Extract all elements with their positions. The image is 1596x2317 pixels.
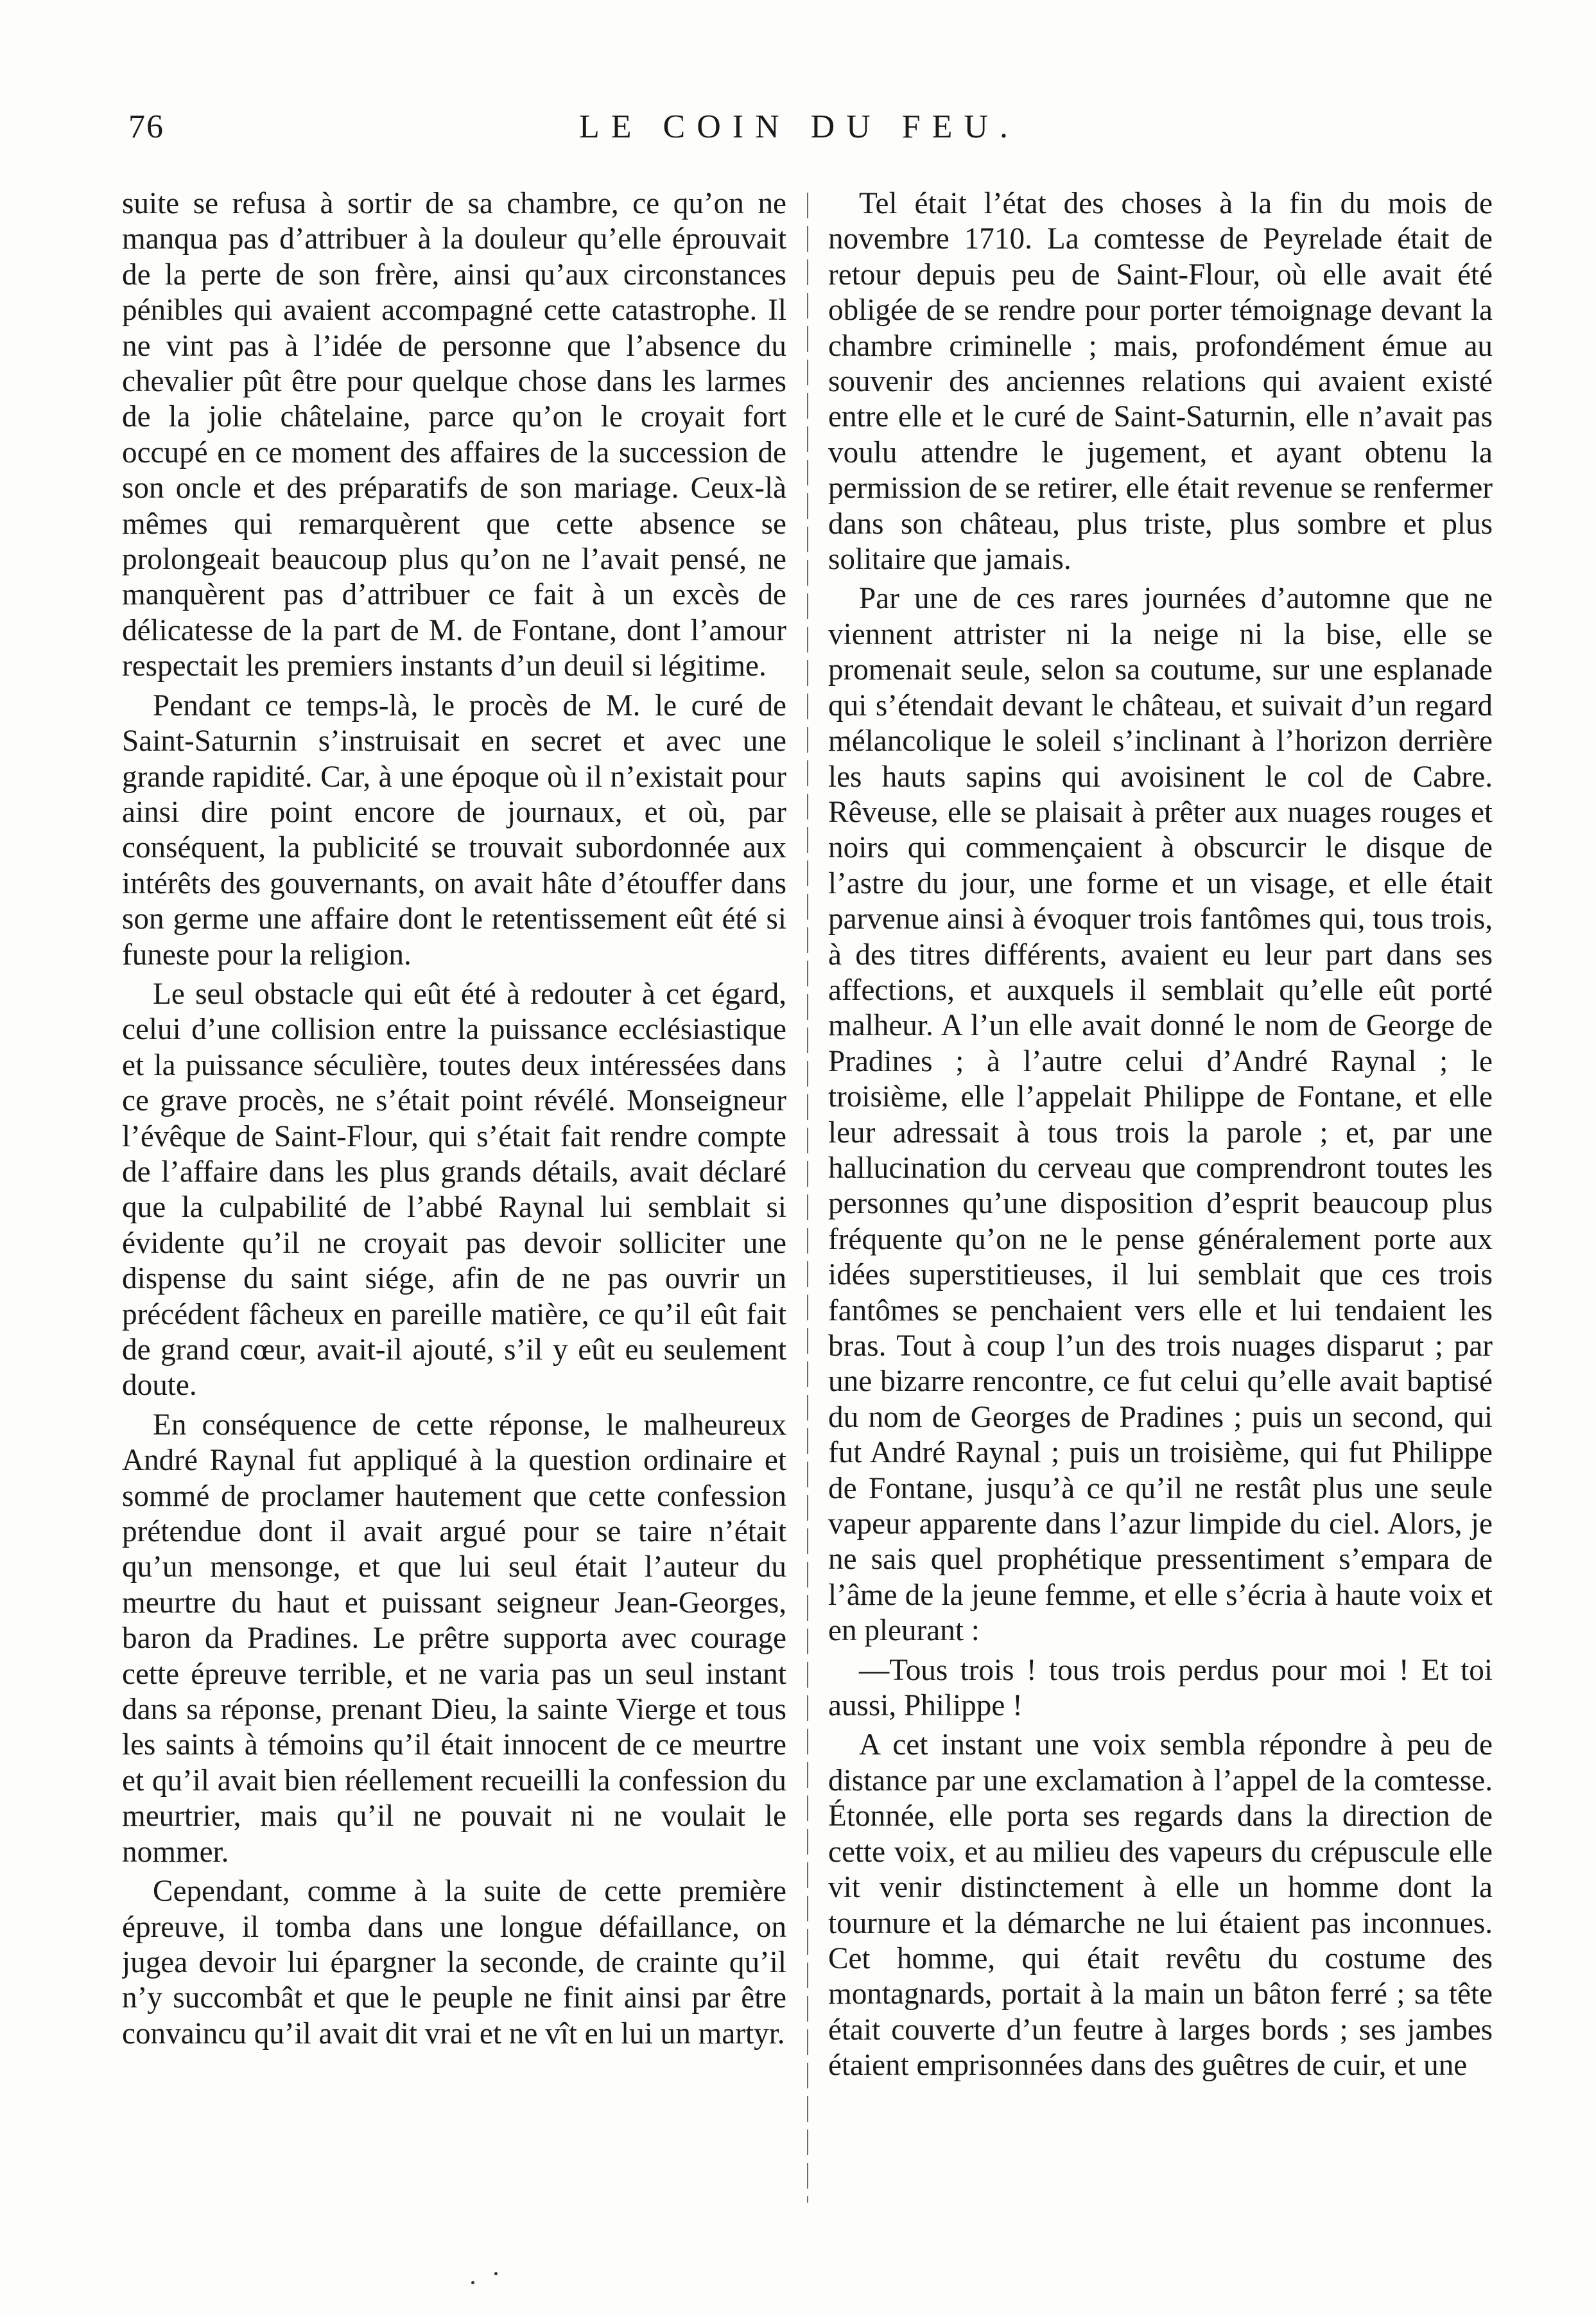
left-column xyxy=(122,186,786,2203)
running-head xyxy=(122,108,1477,159)
paragraph: A cet instant une voix sembla répondre à peu de distance par une exclamation à l’appel de la comtesse. Étonnée, elle porta ses regards dans la direction de cette voix, et au milieu des vapeurs du crépuscule elle vit venir distinctement à elle un homme dont la tournure et la démarche ne lui étaient pas inconnues. Cet homme, qui était revêtu du costume des montagnards, portait à la main un bâton ferré ; sa tête était couverte d’un feutre à larges bords ; ses jambes étaient emprisonnées dans des guêtres de cuir, et une xyxy=(828,1728,1493,2083)
paragraph: Le seul obstacle qui eût été à redouter à cet égard, celui d’une collision entre la puissance ecclésiastique et la puissance séculière, toutes deux intéressées dans ce grave procès, ne s’était point révélé. Monseigneur l’évêque de Saint-Flour, qui s’était fait rendre compte de l’affaire dans les plus grands détails, avait déclaré que la culpabilité de l’abbé Raynal lui semblait si évidente qu’il ne croyait pas devoir solliciter une dispense du saint siége, afin de ne pas ouvrir un précédent fâcheux en pareille matière, ce qu’il eût fait de grand cœur, avait-il ajouté, s’il y eût eu seulement doute. xyxy=(122,977,786,1403)
paragraph: Cependant, comme à la suite de cette première épreuve, il tomba dans une longue défaillance, on jugea devoir lui épargner la seconde, de crainte qu’il n’y succombât et que le peuple ne finit ainsi par être convaincu qu’il avait dit vrai et ne vît en lui un martyr. xyxy=(122,1875,786,2050)
paragraph: Tel était l’état des choses à la fin du mois de novembre 1710. La comtesse de Peyrelade était de retour depuis peu de Saint-Flour, où elle avait été obligée de se rendre pour porter témoignage devant la chambre criminelle ; mais, profondément émue au souvenir des anciennes relations qui avaient existé entre elle et le curé de Saint-Saturnin, elle n’avait pas voulu attendre le jugement, et ayant obtenu la permission de se retirer, elle était revenue se renfermer dans son château, plus triste, plus sombre et plus solitaire que jamais. xyxy=(828,187,1493,577)
paragraph: Par une de ces rares journées d’automne que ne viennent attrister ni la neige ni la bise, elle se promenait seule, selon sa coutume, sur une esplanade qui s’étendait devant le château, et suivait d’un regard mélancolique le soleil s’inclinant à l’horizon derrière les hauts sapins qui avoisinent le col de Cabre. Rêveuse, elle se plaisait à prêter aux nuages rouges et noirs qui commençaient à obscurcir le disque de l’astre du jour, une forme et un visage, et elle était parvenue ainsi à évoquer trois fantômes qui, tous trois, à des titres différents, avaient eu leur part dans ses affections, et auxquels il semblait qu’elle eût porté malheur. A l’un elle avait donné le nom de George de Pradines ; à l’autre celui d’André Raynal ; le troisième, elle l’appelait Philippe de Fontane, et elle leur adressait à tous trois la parole ; et, par une hallucination du cerveau que comprendront toutes les personnes qu’une disposition d’esprit beaucoup plus fréquente qu’on ne le pense généralement porte aux idées superstitieuses, il lui semblait que ces trois fantômes se penchaient vers elle et lui tendaient les bras. Tout à coup l’un des trois nuages disparut ; par une bizarre rencontre, ce fut celui qu’elle avait baptisé du nom de Georges de Pradines ; puis un second, qui fut André Raynal ; puis un troisième, qui fut Philippe de Fontane, jusqu’à ce qu’il ne restât plus une seule vapeur apparente dans l’azur limpide du ciel. Alors, je ne sais quel prophétique pressentiment s’empara de l’âme de la jeune femme, et elle s’écria à haute voix et en pleurant : xyxy=(828,582,1493,1648)
running-title: LE COIN DU FEU. xyxy=(579,109,1019,145)
paragraph: —Tous trois ! tous trois perdus pour moi ! Et toi aussi, Philippe ! xyxy=(828,1653,1493,1723)
right-column xyxy=(828,186,1493,2203)
paragraph: suite se refusa à sortir de sa chambre, ce qu’on ne manqua pas d’attribuer à la douleur qu’elle éprouvait de la perte de son frère, ainsi qu’aux circonstances pénibles qui avaient accompagné cette catastrophe. Il ne vint pas à l’idée de personne que l’absence du chevalier pût être pour quelque chose dans les larmes de la jolie châtelaine, parce qu’on le croyait fort occupé en ce moment des affaires de la succession de son oncle et des préparatifs de son mariage. Ceux-là mêmes qui remarquèrent que cette absence se prolongeait beaucoup plus qu’on ne l’avait pensé, ne manquèrent pas d’attribuer ce fait à un excès de délicatesse de la part de M. de Fontane, dont l’amour respectait les premiers instants d’un deuil si légitime. xyxy=(122,187,786,683)
paragraph: En conséquence de cette réponse, le malheureux André Raynal fut appliqué à la question ordinaire et sommé de proclamer hautement que cette confession prétendue dont il avait argué pour se taire n’était qu’un mensonge, et que lui seul était l’auteur du meurtre du haut et puissant seigneur Jean-Georges, baron da Pradines. Le prêtre supporta avec courage cette épreuve terrible, et ne varia pas un seul instant dans sa réponse, prenant Dieu, la sainte Vierge et tous les saints à témoins qu’il était innocent de ce meurtre et qu’il avait bien réellement recueilli la confession du meurtrier, mais qu’il ne pouvait ni ne voulait le nommer. xyxy=(122,1408,786,1869)
print-specks xyxy=(469,2267,507,2293)
speck xyxy=(471,2281,474,2284)
column-divider xyxy=(807,193,808,2203)
page-number: 76 xyxy=(128,109,164,145)
paragraph: Pendant ce temps-là, le procès de M. le curé de Saint-Saturnin s’instruisait en secret et avec une grande rapidité. Car, à une époque où il n’existait pour ainsi dire point encore de journaux, et où, par conséquent, la publicité se trouvait subordonnée aux intérêts des gouvernants, on avait hâte d’étouffer dans son germe une affaire dont le retentissement eût été si funeste pour la religion. xyxy=(122,688,786,972)
speck xyxy=(494,2272,498,2275)
